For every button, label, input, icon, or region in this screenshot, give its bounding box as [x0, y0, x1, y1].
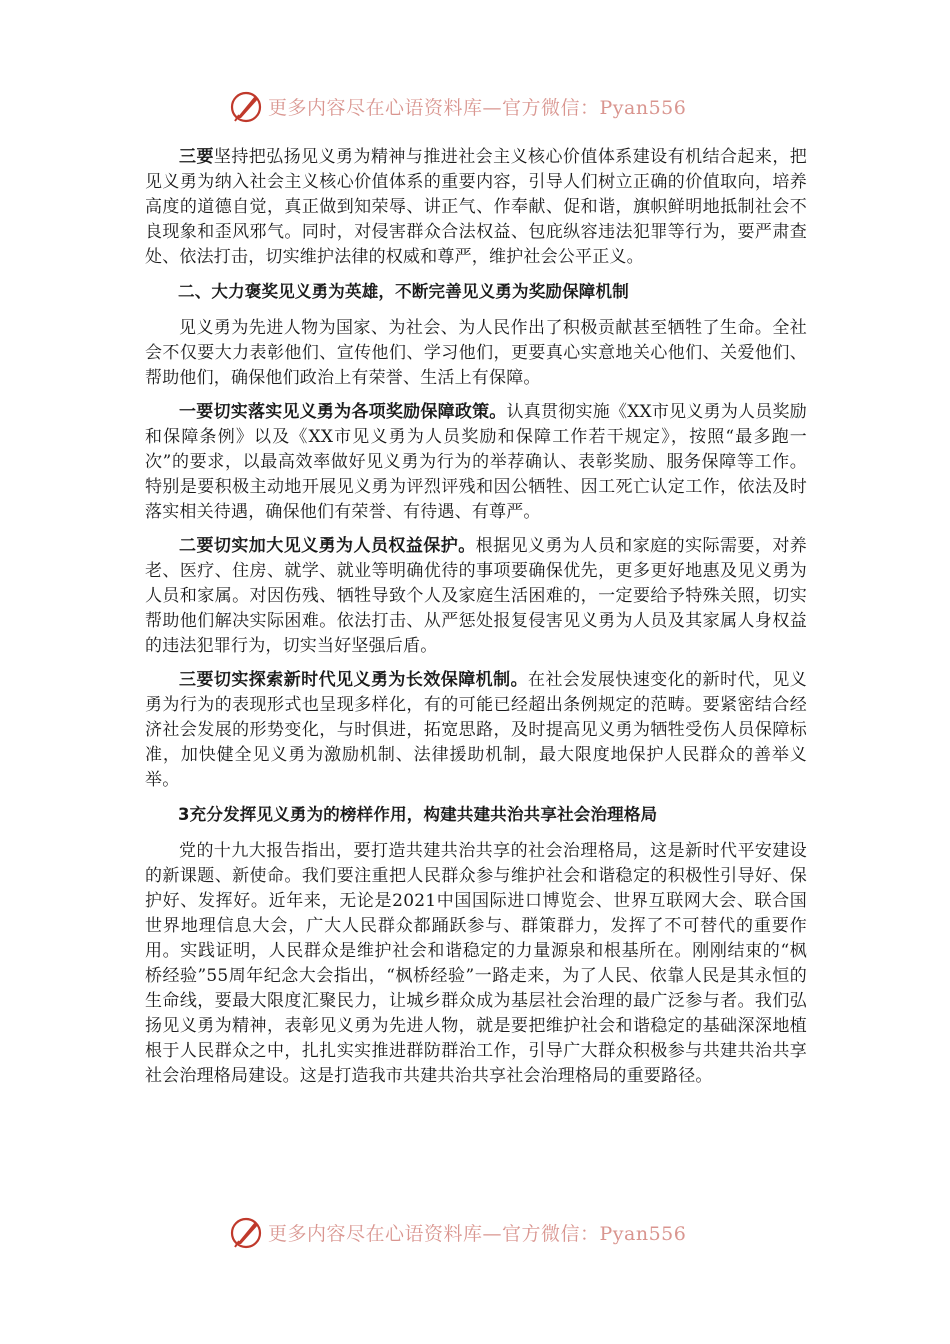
paragraph-lead: 一要切实落实见义勇为各项奖励保障政策。 [179, 402, 507, 422]
paragraph-san-yao-mechanism [145, 668, 807, 793]
paragraph-governance: 党的十九大报告指出，要打造共建共治共享的社会治理格局，这是新时代平安建设的新课题、新使命。我们要注重把人民群众参与维护社会和谐稳定的积极性引导好、保护好、发挥好。近年来，无论是2021中国国际进口博览会、世界互联网大会、联合国世界地理信息大会，广大人民群众都踊跃参与、群策群力，发挥了不可替代的重要作用。实践证明，人民群众是维护社会和谐稳定的力量源泉和根基所在。刚刚结束的“枫桥经验”55周年纪念大会指出，“枫桥经验”一路走来，为了人民、依靠人民是其永恒的生命线，要最大限度汇聚民力，让城乡群众成为基层社会治理的最广泛参与者。我们弘扬见义勇为精神，表彰见义勇为先进人物，就是要把维护社会和谐稳定的基础深深地植根于人民群众之中，扎扎实实推进群防群治工作，引导广大群众积极参与共建共治共享社会治理格局建设。这是打造我市共建共治共享社会治理格局的重要路径。 [145, 841, 807, 1086]
paragraph-lead: 三要 [179, 147, 214, 167]
section-heading-3: 3充分发挥见义勇为的榜样作用，构建共建共治共享社会治理格局 [178, 805, 658, 824]
section-heading-2: 二、大力褒奖见义勇为英雄，不断完善见义勇为奖励保障机制 [178, 282, 629, 301]
paragraph-text: 认真贯彻实施《XX市见义勇为人员奖励和保障条例》以及《XX市见义勇为人员奖励和保障工作若干规定》，按照“最多跑一次”的要求，以最高效率做好见义勇为行为的举荐确认、表彰奖励、服务保障等工作。特别是要积极主动地开展见义勇为评烈评残和因公牺牲、因工死亡认定工作，依法及时落实相关待遇，确保他们有荣誉、有待遇、有尊严。 [145, 402, 807, 522]
header-banner [228, 86, 748, 126]
paragraph-intro: 见义勇为先进人物为国家、为社会、为人民作出了积极贡献甚至牺牲了生命。全社会不仅要大力表彰他们、宣传他们、学习他们，更要真心实意地关心他们、关爱他们、帮助他们，确保他们政治上有荣誉、生活上有保障。 [145, 318, 807, 388]
paragraph-er-yao [145, 534, 807, 659]
paragraph-yi-yao [145, 400, 807, 525]
paragraph-text: 根据见义勇为人员和家庭的实际需要，对养老、医疗、住房、就学、就业等明确优待的事项要确保优先，更多更好地惠及见义勇为人员和家属。对因伤残、牺牲导致个人及家庭生活困难的，一定要给予特殊关照，切实帮助他们解决实际困难。依法打击、从严惩处报复侵害见义勇为人员及其家属人身权益的违法犯罪行为，切实当好坚强后盾。 [145, 536, 807, 656]
paragraph-text: 坚持把弘扬见义勇为精神与推进社会主义核心价值体系建设有机结合起来，把见义勇为纳入社会主义核心价值体系的重要内容，引导人们树立正确的价值取向，培养高度的道德自觉，真正做到知荣辱、讲正气、作奉献、促和谐，旗帜鲜明地抵制社会不良现象和歪风邪气。同时，对侵害群众合法权益、包庇纵容违法犯罪等行为，要严肃查处、依法打击，切实维护法律的权威和尊严，维护社会公平正义。 [145, 147, 807, 267]
paragraph-lead: 三要切实探索新时代见义勇为长效保障机制。 [179, 670, 529, 690]
paragraph-lead: 二要切实加大见义勇为人员权益保护。 [179, 536, 476, 556]
paragraph-text: 在社会发展快速变化的新时代，见义勇为行为的表现形式也呈现多样化，有的可能已经超出条例规定的范畴。要紧密结合经济社会发展的形势变化，与时俱进，拓宽思路，及时提高见义勇为牺牲受伤人员保障标准，加快健全见义勇为激励机制、法律援助机制，最大限度地保护人民群众的善举义举。 [145, 670, 808, 790]
header-banner-text: 更多内容尽在心语资料库—官方微信：Pyan556 [268, 96, 687, 119]
paragraph-san-yao [145, 145, 807, 270]
quill-logo-icon [228, 88, 264, 124]
quill-logo-icon [228, 1214, 264, 1250]
footer-banner-text: 更多内容尽在心语资料库—官方微信：Pyan556 [268, 1222, 687, 1245]
footer-banner [228, 1212, 748, 1252]
document-body [145, 145, 807, 1098]
